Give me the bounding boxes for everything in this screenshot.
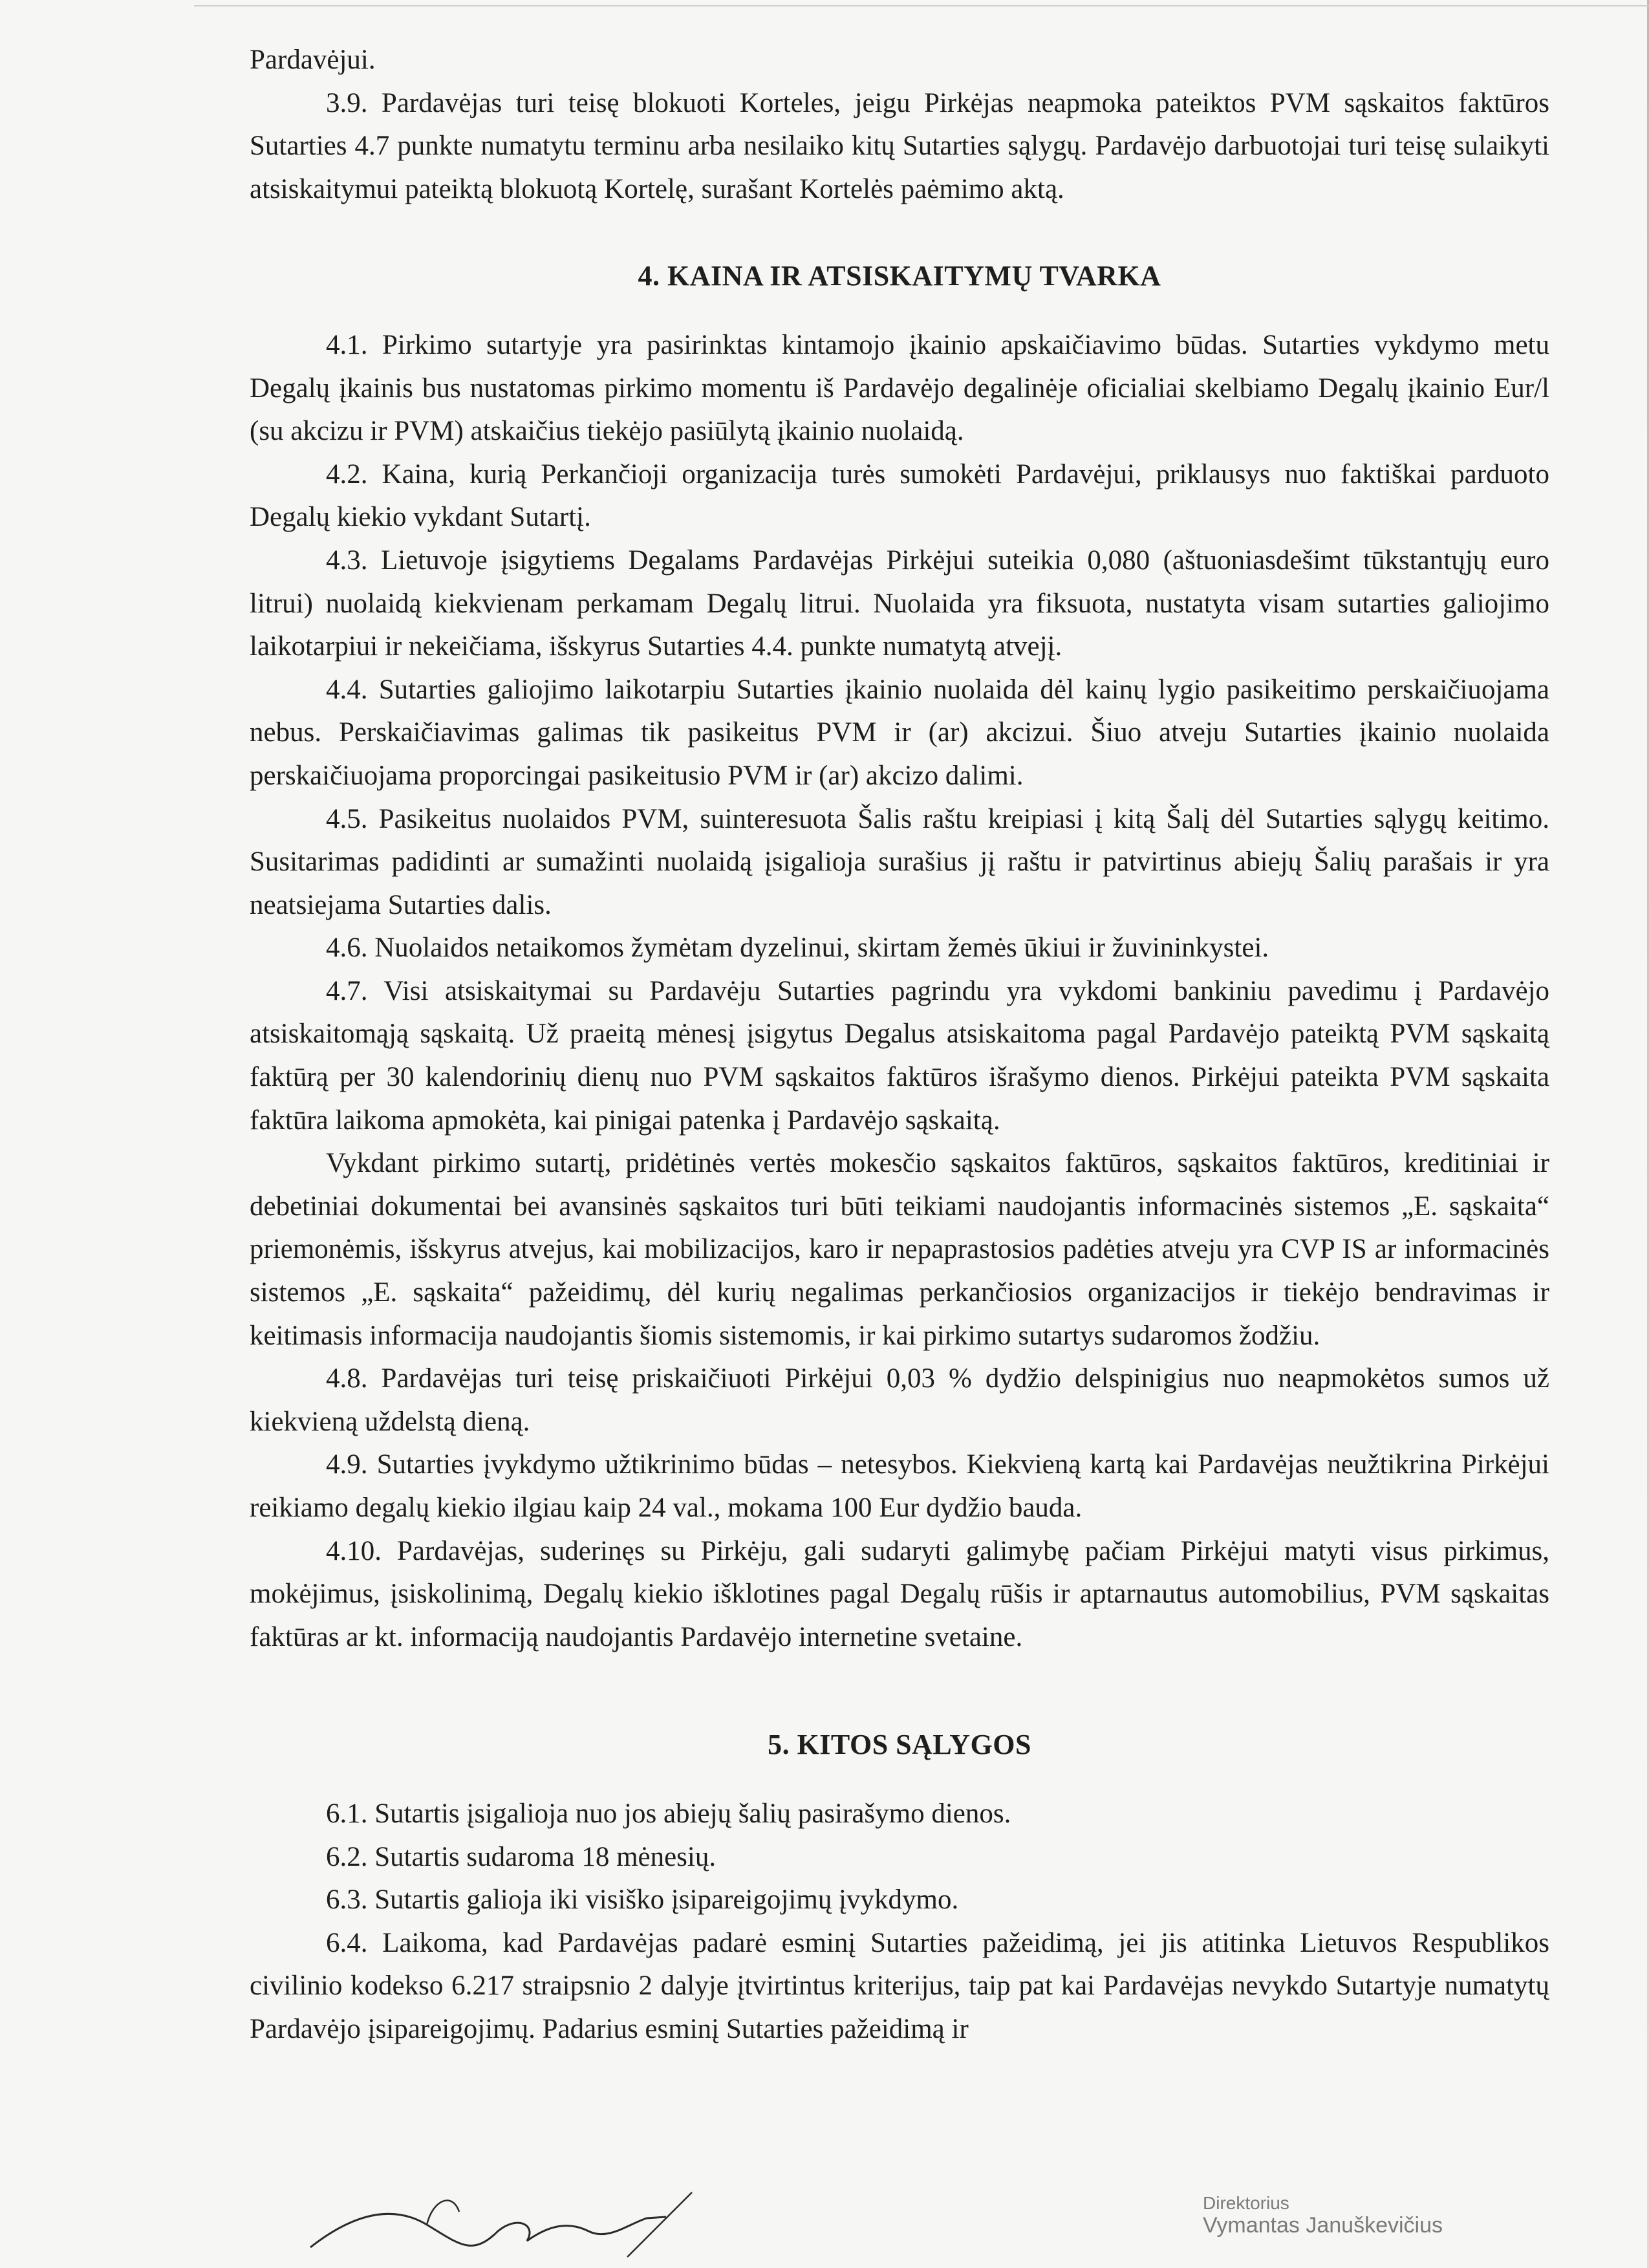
clause-4-7: 4.7. Visi atsiskaitymai su Pardavėju Sutarties pagrindu yra vykdomi bankiniu pavedimu į Pardavėjo atsiskaitomąją sąskaitą. Už praeitą mėnesį įsigytus Degalus atsiskaitoma pagal Pardavėjo pateiktą PVM sąskaitą faktūrą per 30 kalendorinių dienų nuo PVM sąskaitos faktūros išrašymo dienos. Pirkėjui pateikta PVM sąskaita faktūra laikoma apmokėta, kai pinigai patenka į Pardavėjo sąskaitą. (250, 975, 1549, 1136)
clause-4-1: 4.1. Pirkimo sutartyje yra pasirinktas kintamojo įkainio apskaičiavimo būdas. Sutarties vykdymo metu Degalų įkainis bus nustatomas pirkimo momentu iš Pardavėjo degalinėje oficialiai skelbiamo Degalų įkainio Eur/l (su akcizu ir PVM) atskaičius tiekėjo pasiūlytą įkainio nuolaidą. (250, 329, 1549, 447)
clause-6-4: 6.4. Laikoma, kad Pardavėjas padarė esminį Sutarties pažeidimą, jei jis atitinka Lietuvos Respublikos civilinio kodekso 6.217 straipsnio 2 dalyje įtvirtintus kriterijus, taip pat kai Pardavėjas nevykdo Sutartyje numatytų Pardavėjo įsipareigojimų. Padarius esminį Sutarties pažeidimą ir (250, 1927, 1549, 2044)
section-4-title: 4. KAINA IR ATSISKAITYMŲ TVARKA (638, 260, 1161, 292)
signatory-title: Direktorius (1203, 2193, 1289, 2213)
signatory-stamp (1203, 2192, 1443, 2236)
scan-top-edge (194, 5, 1649, 6)
clause-4-10: 4.10. Pardavėjas, suderinęs su Pirkėju, gali sudaryti galimybę pačiam Pirkėjui matyti visus pirkimus, mokėjimus, įsiskolinimą, Degalų kiekio išklotines pagal Degalų rūšis ir aptarnautus automobilius, PVM sąskaitas faktūras ar kt. informaciją naudojantis Pardavėjo internetine svetaine. (250, 1535, 1549, 1652)
clause-6-2: 6.2. Sutartis sudaroma 18 mėnesių. (326, 1841, 717, 1872)
clause-4-9: 4.9. Sutarties įvykdymo užtikrinimo būdas – netesybos. Kiekvieną kartą kai Pardavėjas neužtikrina Pirkėjui reikiamo degalų kiekio ilgiau kaip 24 val., mokama 100 Eur dydžio bauda. (250, 1449, 1549, 1523)
document-page (250, 39, 1549, 2051)
clause-4-5: 4.5. Pasikeitus nuolaidos PVM, suinteresuota Šalis raštu kreipiasi į kitą Šalį dėl Sutarties sąlygų keitimo. Susitarimas padidinti ar sumažinti nuolaidą įsigalioja surašius jį raštu ir patvirtinus abiejų Šalių parašais ir yra neatsiejama Sutarties dalis. (250, 803, 1549, 920)
clause-4-6: 4.6. Nuolaidos netaikomos žymėtam dyzelinui, skirtam žemės ūkiui ir žuvininkystei. (326, 933, 1269, 964)
intro-text: Pardavėjui. (250, 45, 376, 75)
clause-4-8: 4.8. Pardavėjas turi teisę priskaičiuoti Pirkėjui 0,03 % dydžio delspinigius nuo neapmokėtos sumos už kiekvieną uždelstą dieną. (250, 1363, 1549, 1437)
clause-3-9: 3.9. Pardavėjas turi teisę blokuoti Korteles, jeigu Pirkėjas neapmoka pateiktos PVM sąskaitos faktūros Sutarties 4.7 punkte numatytu terminu arba nesilaiko kitų Sutarties sąlygų. Pardavėjo darbuotojai turi teisę sulaikyti atsiskaitymui pateiktą blokuotą Kortelę, surašant Kortelės paėmimo aktą. (250, 87, 1549, 204)
section-5-title: 5. KITOS SĄLYGOS (768, 1729, 1031, 1761)
signatory-name: Vymantas Januškevičius (1203, 2213, 1443, 2238)
clause-6-1: 6.1. Sutartis įsigalioja nuo jos abiejų šalių pasirašymo dienos. (326, 1798, 1011, 1829)
clause-4-2: 4.2. Kaina, kurią Perkančioji organizacija turės sumokėti Pardavėjui, priklausys nuo faktiškai parduoto Degalų kiekio vykdant Sutartį. (250, 459, 1549, 533)
clause-e-invoice: Vykdant pirkimo sutartį, pridėtinės vertės mokesčio sąskaitos faktūros, sąskaitos faktūros, kreditiniai ir debetiniai dokumentai bei avansinės sąskaitos turi būti teikiami naudojantis informacinės sistemos „E. sąskaita“ priemonėmis, išskyrus atvejus, kai mobilizacijos, karo ir nepaprastosios padėties atveju yra CVP IS ar informacinės sistemos „E. sąskaita“ pažeidimų, dėl kurių negalimas perkančiosios organizacijos ir tiekėjo bendravimas ir keitimasis informacija naudojantis šiomis sistemomis, ir kai pirkimo sutartys sudaromos žodžiu. (250, 1148, 1549, 1351)
clause-6-3: 6.3. Sutartis galioja iki visiško įsipareigojimų įvykdymo. (326, 1885, 959, 1916)
handwritten-signature (304, 2186, 705, 2263)
clause-4-3: 4.3. Lietuvoje įsigytiems Degalams Pardavėjas Pirkėjui suteikia 0,080 (aštuoniasdešimt tūkstantųjų euro litrui) nuolaidą kiekvienam perkamam Degalų litrui. Nuolaida yra fiksuota, nustatyta visam sutarties galiojimo laikotarpiui ir nekeičiama, išskyrus Sutarties 4.4. punkte numatytą atvejį. (250, 545, 1549, 662)
clause-4-4: 4.4. Sutarties galiojimo laikotarpiu Sutarties įkainio nuolaida dėl kainų lygio pasikeitimo perskaičiuojama nebus. Perskaičiavimas galimas tik pasikeitus PVM ir (ar) akcizui. Šiuo atveju Sutarties įkainio nuolaida perskaičiuojama proporcingai pasikeitusio PVM ir (ar) akcizo dalimi. (250, 674, 1549, 791)
